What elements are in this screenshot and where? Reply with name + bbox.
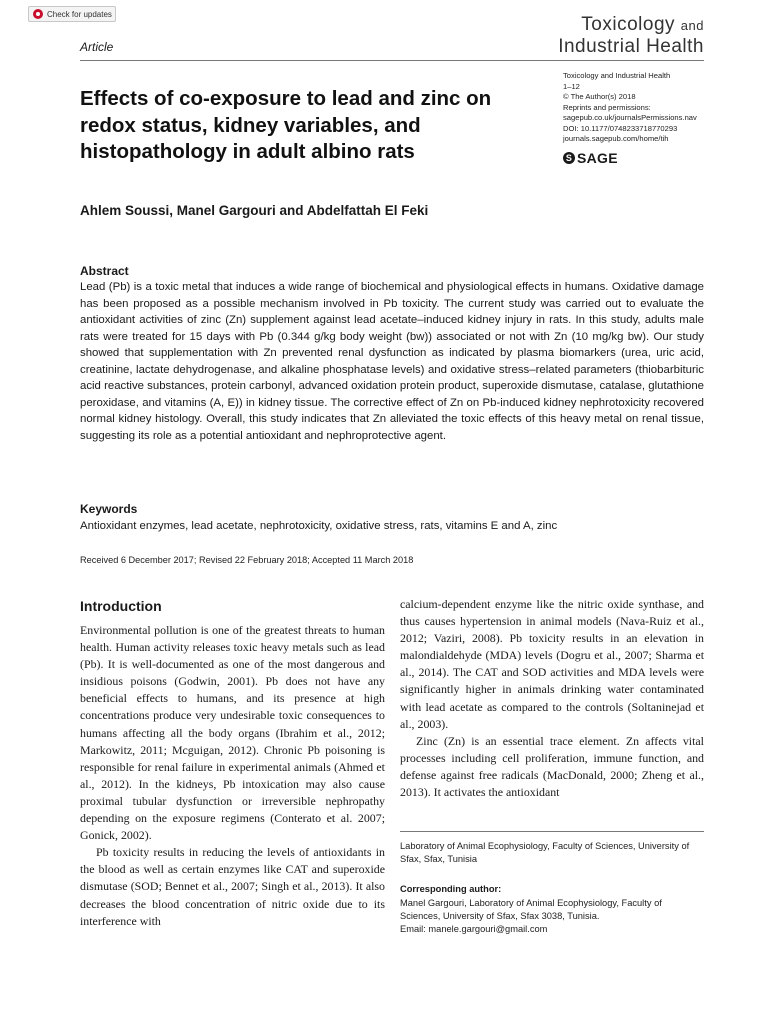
journal-name-line2: Industrial Health [558, 36, 704, 57]
journal-name-word: Toxicology [581, 14, 676, 35]
pub-info-copyright: © The Author(s) 2018 [563, 92, 636, 101]
sage-logo-text: SAGE [577, 150, 618, 166]
header-divider [80, 60, 704, 61]
left-text-column [80, 622, 385, 930]
keywords-heading: Keywords [80, 502, 138, 516]
corresponding-author-heading: Corresponding author: [400, 884, 502, 894]
abstract-text: Lead (Pb) is a toxic metal that induces a wide range of biochemical and physiological effects in humans. Oxidative damage has been proposed as a possible mechanism involved in Pb toxicity. The current study was carried out to evaluate the antioxidant activities of zinc (Zn) supplement against lead acetate–induced kidney injury in rats. In this study, adults male rats were treated for 15 days with Pb (0.344 g/kg body weight (bw)) associated or not with Zn (10 mg/kg bw). Our study showed that supplementation with Zn prevented renal dysfunction as indicated by plasma biomarkers (urea, uric acid, creatinine, lactate dehydrogenase, and alkaline phosphatase levels) and oxidative stress–related parameters (thiobarbituric acid reactive substances, protein carbonyl, advanced oxidation protein product, superoxide dismutase, catalase, glutathione peroxidase, and vitamins (A, E)) in kidney tissue. The corrective effect of Zn on Pb-induced kidney nephrotoxicity recovered normal kidney histology. Overall, this study indicates that Zn alleviated the toxic effects of this heavy metal on renal tissue, suggesting its role as a potential antioxidant and nephroprotective agent. [80, 281, 704, 442]
pub-info-journal: Toxicology and Industrial Health [563, 71, 671, 80]
paragraph: Environmental pollution is one of the greatest threats to human health. Human activity releases toxic heavy metals such as lead (Pb). It is well-documented as one of the most dangerous and insidious poisons (Godwin, 2001). Pb does not have any beneficial effects to humans, and its presence at high concentrations produce very undesirable toxic consequences to humans affecting all the body organs (Ibrahim et al., 2012; Markowitz, 2011; Mcguigan, 2012). Chronic Pb poisoning is responsible for renal failure in experimental animals (Ahmed et al., 2012). In the kidneys, Pb intoxication may also cause proximal tubular dysfunction or irreversible nephropathy depending on the exposure regimens (Conterato et al. 2007; Gonick, 2002). [80, 623, 385, 843]
paper-title: Effects of co-exposure to lead and zinc on redox status, kidney variables, and histopathology in adult albino rats [80, 87, 492, 163]
paragraph: Pb toxicity results in reducing the levels of antioxidants in the blood as well as certain enzymes like CAT and superoxide dismutase (SOD; Bennet et al., 2007; Singh et al., 2013). It also decreases the blood concentration of nitric oxide due to its interference with [80, 845, 385, 928]
keywords-text: Antioxidant enzymes, lead acetate, nephrotoxicity, oxidative stress, rats, vitamins E and A, zinc [80, 520, 558, 532]
pub-info-journal-link[interactable]: journals.sagepub.com/home/tih [563, 134, 669, 143]
abstract-heading: Abstract [80, 264, 129, 278]
introduction-heading: Introduction [80, 598, 162, 614]
author-list: Ahlem Soussi, Manel Gargouri and Abdelfattah El Feki [80, 203, 429, 218]
pub-info-doi[interactable]: DOI: 10.1177/0748233718770293 [563, 123, 678, 133]
submission-dates: Received 6 December 2017; Revised 22 February 2018; Accepted 11 March 2018 [80, 555, 414, 565]
paragraph: Zinc (Zn) is an essential trace element. Zn affects vital processes including cell proliferation, immune function, and defense against free radicals (MacDonald, 2000; Zheng et al., 2013). It activates the antioxidant [400, 733, 704, 800]
corresponding-author-email[interactable]: Email: manele.gargouri@gmail.com [400, 924, 548, 934]
article-type-label: Article [80, 40, 114, 54]
check-for-updates-badge[interactable] [28, 6, 116, 22]
pub-info-pages: 1–12 [563, 81, 580, 91]
sage-logo [563, 150, 618, 166]
pub-info-reprints: Reprints and permissions: [563, 102, 651, 112]
corresponding-author-address: Manel Gargouri, Laboratory of Animal Ecophysiology, Faculty of Sciences, University of Sfax, Sfax 3038, Tunisia. [400, 898, 662, 921]
footnote-divider [400, 831, 704, 832]
journal-name-line1 [581, 14, 704, 36]
corresponding-author-details [400, 897, 704, 936]
sage-logo-icon: S [563, 152, 575, 164]
publication-info [563, 71, 743, 145]
paragraph: calcium-dependent enzyme like the nitric oxide synthase, and thus causes hypertension in animal models (Nava-Ruiz et al., 2012; Vaziri, 2008). Pb toxicity results in an elevation in malondialdehyde (MDA) levels (Dogru et al., 2007; Sharma et al., 2014). The CAT and SOD activities and MDA levels were significantly higher in animals drinking water contaminated with lead acetate as compared to the controls (Soltaninejad et al., 2003). [400, 597, 704, 731]
pub-info-permissions-link[interactable]: sagepub.co.uk/journalsPermissions.nav [563, 113, 697, 122]
author-affiliation: Laboratory of Animal Ecophysiology, Faculty of Sciences, University of Sfax, Sfax, Tunisia [400, 841, 690, 864]
journal-name-and: and [680, 18, 704, 33]
badge-label: Check for updates [47, 9, 112, 19]
right-text-column [400, 596, 704, 801]
update-icon [33, 9, 43, 19]
